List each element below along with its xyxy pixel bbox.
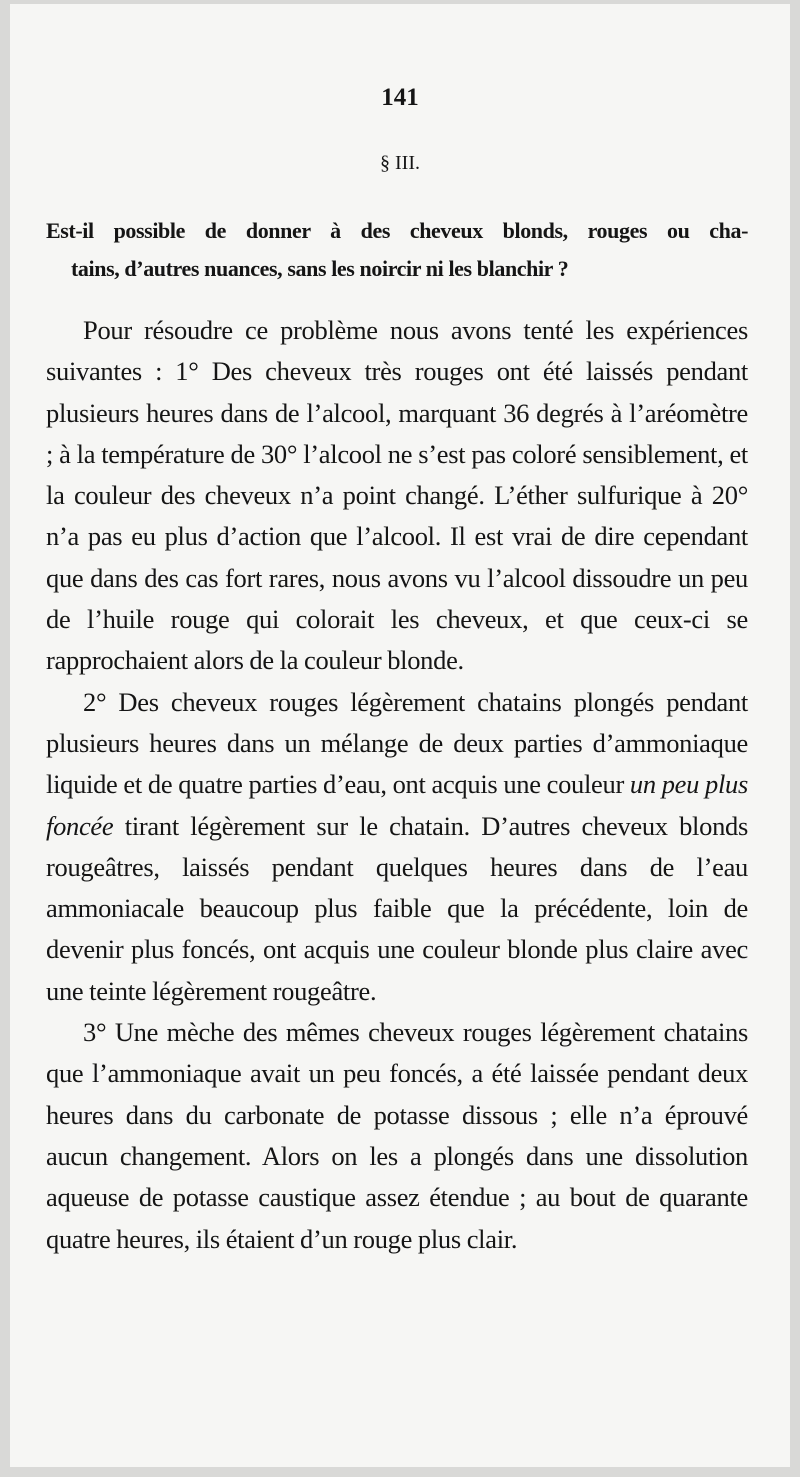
paragraph-1: Pour résoudre ce problème nous avons tenté les expériences suivantes : 1° Des cheveux très rouges ont été laissés pendant plusieurs heures dans de l’alcool, marquant 36 degrés à l’aréomètre ; à la température de 30° l’alcool ne s’est pas coloré sensiblement, et la couleur des cheveux n’a point changé. L’éther sulfurique à 20° n’a pas eu plus d’action que l’alcool. Il est vrai de dire cependant que dans des cas fort rares, nous avons vu l’alcool dissoudre un peu de l’huile rouge qui colorait les cheveux, et que ceux-ci se rapprochaient alors de la couleur blonde. (46, 315, 748, 676)
question-heading (46, 212, 748, 288)
section-heading: § III. (380, 152, 420, 174)
paragraph-2 (46, 682, 748, 1012)
body-text (46, 310, 748, 1260)
question-line-1: Est-il possible de donner à des cheveux blonds, rouges ou cha- (46, 218, 748, 243)
paragraph-3: 3° Une mèche des mêmes cheveux rouges légèrement chatains que l’ammoniaque avait un peu foncés, a été laissée pendant deux heures dans du carbonate de potasse dissous ; elle n’a éprouvé aucun changement. Alors on les a plongés dans une dissolution aqueuse de potasse caustique assez étendue ; au bout de quarante quatre heures, ils étaient d’un rouge plus clair. (46, 1017, 748, 1254)
paragraph-2-start: 2° Des cheveux rouges légèrement chatains plongés pendant plusieurs heures dans un mélange de deux parties d’ammoniaque liquide et de quatre parties d’eau, ont acquis une couleur (46, 686, 748, 800)
book-page (10, 4, 790, 1467)
paragraph-2-italic: un peu plus foncée (46, 769, 748, 841)
page-number: 141 (381, 84, 419, 111)
question-line-2: tains, d’autres nuances, sans les noircir ni les blanchir ? (71, 256, 569, 281)
paragraph-2-end: tirant légèrement sur le chatain. D’autres cheveux blonds rougeâtres, laissés pendant quelques heures dans de l’eau ammoniacale beaucoup plus faible que la précédente, loin de devenir plus foncés, ont acquis une couleur blonde plus claire avec une teinte légèrement rougeâtre. (46, 810, 748, 1006)
